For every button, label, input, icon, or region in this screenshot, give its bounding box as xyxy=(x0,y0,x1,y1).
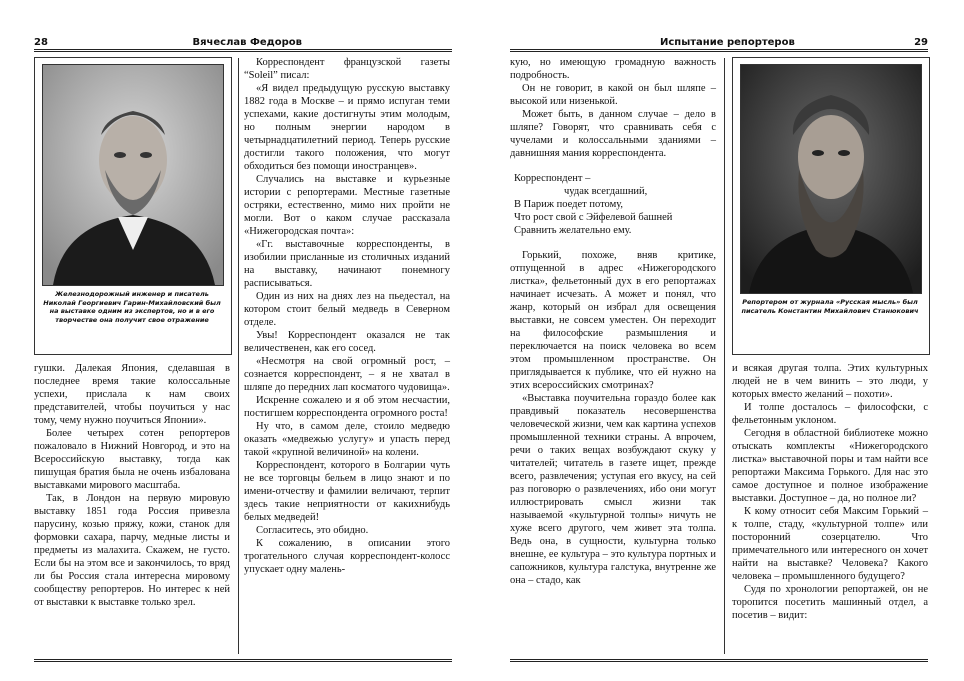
verse-block xyxy=(510,172,716,237)
paragraph: Ну что, в самом деле, стоило медведю оказать «медвежью услугу» и упасть перед такой «крупной величиной» на колени. xyxy=(244,421,450,458)
left-column-a xyxy=(34,362,230,609)
right-running-head: Испытание репортеров xyxy=(660,37,795,48)
left-column-b xyxy=(244,56,450,576)
paragraph: Корреспондент, которого в Болгарии чуть не все торговцы бельем в лицо знают и по имени-отчеству и фамилии величают, терпит здесь такие неприятности от какихнибудь белых медведей! xyxy=(244,460,450,523)
left-column-separator xyxy=(238,58,239,654)
left-running-head: Вячеслав Федоров xyxy=(192,37,302,48)
paragraph: К сожалению, в описании этого трогательного случая корреспондент-колосс упускает одну малень- xyxy=(244,538,450,575)
right-portrait-photo xyxy=(740,64,922,294)
paragraph: К кому относит себя Максим Горький – к толпе, стаду, «культурной толпе» или посторонний созерцателю. Что примечательного или интересного он хочет найти на выставке? Человека? Какого человека – промышленного будущего? xyxy=(732,506,928,582)
left-page-header xyxy=(34,22,452,48)
right-column-b xyxy=(732,362,928,622)
right-header-rule xyxy=(510,49,928,52)
left-header-rule xyxy=(34,49,452,52)
paragraph: Сегодня в областной библиотеке можно отыскать комплекты «Нижегородского листка» выставочной поры и там найти все репортажи Максима Горького. Для нас это самое доступное и полное изображение выставки. Доступное – да, но полное ли? xyxy=(732,428,928,504)
paragraph: гушки. Далекая Япония, сделавшая в последнее время такие колоссальные успехи, прислала к нам своих представителей, чтобы поучиться у нас тому, чему нужно поучиться Японии». xyxy=(34,363,230,426)
paragraph: Случались на выставке и курьезные истории с репортерами. Местные газетные остряки, естественно, мимо них пройти не могли. Вот о каком случае рассказала «Нижегородская почта»: xyxy=(244,174,450,237)
paragraph: Корреспондент французской газеты “Soleil” писал: xyxy=(244,57,450,81)
paragraph: и всякая другая толпа. Этих культурных людей не в чем винить – это люди, у которых вместо желаний – похоти». xyxy=(732,363,928,400)
right-page-number: 29 xyxy=(914,37,928,48)
left-photo-caption: Железнодорожный инженер и писатель Николай Георгиевич Гарин-Михайловский был на выставке одним из экспертов, но и в его творчестве она получит свое отражение xyxy=(43,290,221,324)
paragraph: Горький, похоже, вняв критике, отпущенной в адрес «Нижегородского листка», фельетонный дух в его репортажах начинает исчезать. А может и понял, что жанр, который он избрал для освещения выставки, не совсем уместен. Он переходит на философские размышления и переключается на поиск человека во всем этом промышленном пространстве. Он приглядывается к публике, что ей нужно на этих всероссийских смотринах? xyxy=(510,250,716,391)
paragraph: Может быть, в данном случае – дело в шляпе? Говорят, что сравнивать себя с чучелами и колоссальными зданиями – давнишняя мания корреспондента. xyxy=(510,109,716,159)
paragraph: «Несмотря на свой огромный рост, – сознается корреспондент, – я не хватал в шляпе до передних лап косматого чудовища». xyxy=(244,356,450,393)
verse-line: Корреспондент – xyxy=(514,173,591,184)
paragraph: Один из них на днях лез на пьедестал, на котором стоит белый медведь в Северном отделе. xyxy=(244,291,450,328)
paragraph: кую, но имеющую громадную важность подробность. xyxy=(510,57,716,81)
right-column-separator xyxy=(724,58,725,654)
paragraph: Он не говорит, в какой он был шляпе – высокой или низенькой. xyxy=(510,83,716,107)
verse-line: В Париж поедет потому, xyxy=(514,199,624,210)
left-page-number: 28 xyxy=(34,37,48,48)
paragraph: И толпе досталось – философски, с фельетонным уклоном. xyxy=(732,402,928,426)
verse-line: Сравнить желательно ему. xyxy=(514,225,632,236)
paragraph: Так, в Лондон на первую мировую выставку 1851 года Россия привезла парусину, козью пряжу, кожи, станок для формовки сахара, парчу, медные листы и предметы из малахита. Скажем, не густо. Если бы на этом все и закончилось, то вряд ли бы Россия стала интересна мировому сообществу репортеров. Но интерес к ней от выставки к выставке только зрел. xyxy=(34,493,230,608)
verse-line: чудак всегдашний, xyxy=(564,186,648,197)
right-page-header xyxy=(510,22,928,48)
right-page xyxy=(510,22,928,662)
paragraph: Увы! Корреспондент оказался не так величественен, как его сосед. xyxy=(244,330,450,354)
left-footer-rule xyxy=(34,659,452,662)
paragraph: Более четырех сотен репортеров пожаловало в Нижний Новгород, и это на Всероссийскую выставку, тогда как пишущая братия была не очень избалована выставками мирового масштаба. xyxy=(34,428,230,491)
verse-line: Что рост свой с Эйфелевой башней xyxy=(514,212,673,223)
paragraph: «Я видел предыдущую русскую выставку 1882 года в Москве – и прямо испуган теми успехами, какие достигнуты этим молодым, но полным энергии народом в четырнадцатилетний период. Теперь русские достигли такого положения, что могут обходиться без помощи иностранцев». xyxy=(244,83,450,172)
paragraph: Искренне сожалею и я об этом несчастии, постигшем корреспондента огромного роста! xyxy=(244,395,450,419)
right-footer-rule xyxy=(510,659,928,662)
right-column-a xyxy=(510,56,716,587)
paragraph: Судя по хронологии репортажей, он не торопится посетить машинный отдел, а посетив – видит: xyxy=(732,584,928,621)
paragraph: «Выставка поучительна гораздо более как правдивый показатель несовершенства человеческой жизни, чем как картина успехов промышленной техники страны. А впрочем, речи о таких вещах возбуждают скуку у читателей; читатель в газете ищет, прежде всего, развлечения; уступая его вкусу, на сей раз поговорю о развлечениях, ибо они могут иллюстрировать смысл жизни так называемой «культурной толпы» ничуть не хуже всего другого, чем живет эта толпа. Ведь она, в сущности, культурна только внешне, ее культура – это культура портных и сапожников, культура галстука, внутренне же она – стадо, как xyxy=(510,393,716,586)
right-photo-caption: Репортером от журнала «Русская мысль» был писатель Константин Михайлович Станюкович xyxy=(741,298,919,315)
left-portrait-photo xyxy=(42,64,224,286)
paragraph: Согласитесь, это обидно. xyxy=(256,525,369,536)
left-page xyxy=(34,22,452,662)
paragraph: «Гг. выставочные корреспонденты, в изобилии присланные из столичных изданий на выставку, начинают понемногу расписываться. xyxy=(244,239,450,289)
